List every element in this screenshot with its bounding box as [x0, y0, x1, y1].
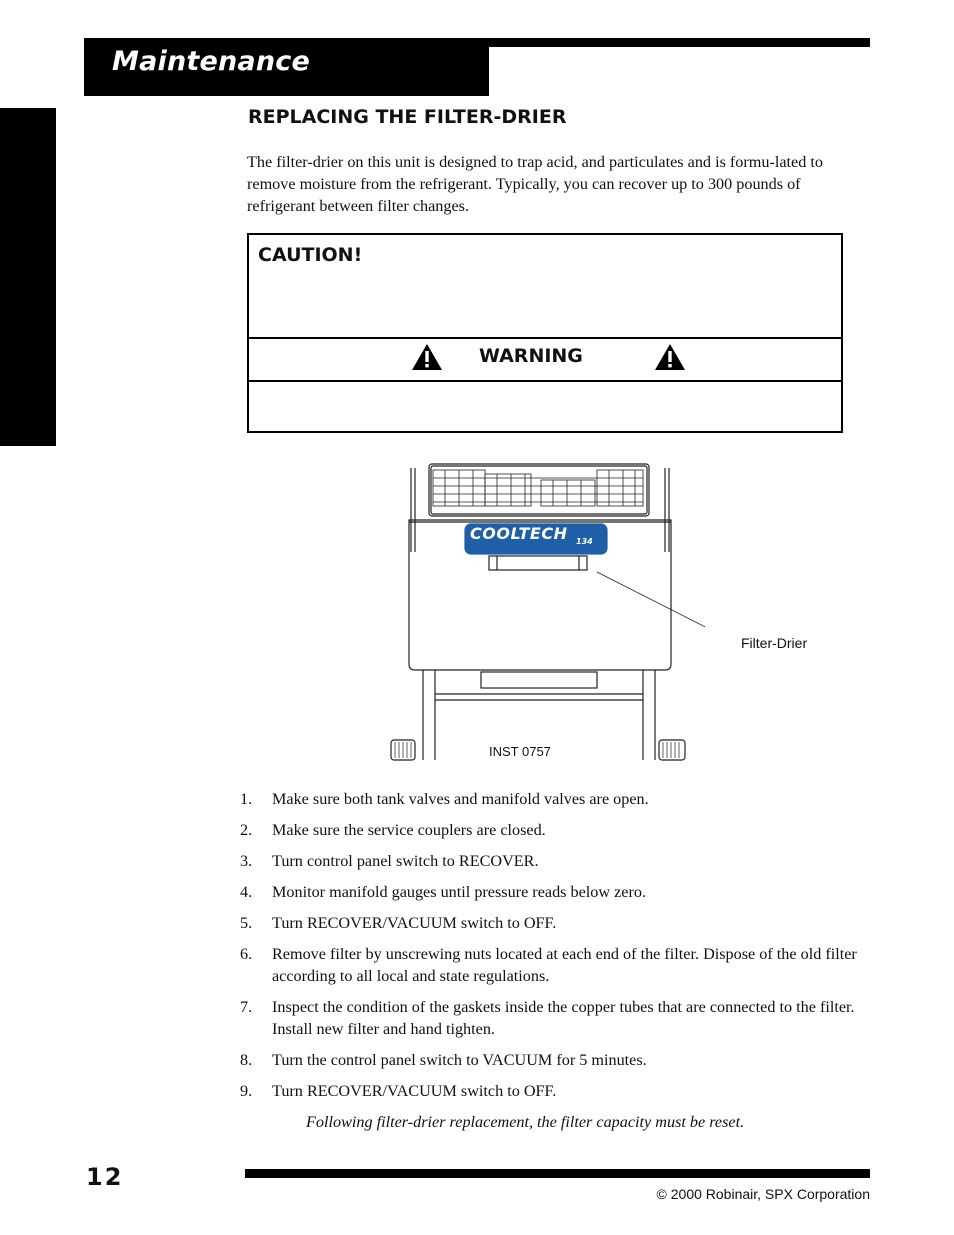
filter-drier-callout: Filter-Drier [741, 635, 808, 651]
list-item [240, 943, 865, 987]
procedure-steps [240, 788, 865, 1111]
list-item [240, 996, 865, 1040]
step-number: 2. [240, 821, 253, 839]
cooltech-logo: COOLTECH [470, 524, 568, 543]
list-item [240, 788, 865, 810]
warning-divider [249, 380, 841, 382]
list-item [240, 1080, 865, 1102]
step-number: 7. [240, 998, 253, 1016]
footer-rule [245, 1169, 870, 1178]
list-item [240, 1049, 865, 1071]
list-item [240, 850, 865, 872]
unit-illustration [385, 460, 705, 765]
step-text: Monitor manifold gauges until pressure reads below zero. [272, 883, 647, 901]
step-number: 3. [240, 852, 253, 870]
warning-label: WARNING [479, 345, 583, 367]
section-title: Maintenance [112, 46, 310, 77]
step-text: Make sure the service couplers are closed. [272, 821, 546, 839]
reset-note: Following filter-drier replacement, the filter capacity must be reset. [306, 1113, 745, 1131]
figure-id: INST 0757 [489, 744, 551, 759]
step-text: Remove filter by unscrewing nuts located at each end of the filter. Dispose of the old filter according to all local and state regulations. [272, 945, 857, 985]
step-text: Turn the control panel switch to VACUUM for 5 minutes. [272, 1051, 647, 1069]
list-item [240, 819, 865, 841]
step-number: 5. [240, 914, 253, 932]
side-tab-marker [0, 108, 56, 446]
step-number: 4. [240, 883, 253, 901]
step-text: Turn RECOVER/VACUUM switch to OFF. [272, 914, 557, 932]
warning-triangle-icon [654, 343, 686, 371]
caution-warning-box [247, 233, 843, 433]
intro-paragraph: The filter-drier on this unit is designed to trap acid, and particulates and is formu-lated to remove moisture from the refrigerant. Typically, you can recover up to 300 pounds of refrigerant between filter changes. [247, 153, 823, 215]
step-text: Turn RECOVER/VACUUM switch to OFF. [272, 1082, 557, 1100]
copyright: © 2000 Robinair, SPX Corporation [656, 1186, 870, 1202]
caution-divider [249, 337, 841, 339]
warning-triangle-icon [411, 343, 443, 371]
step-text: Turn control panel switch to RECOVER. [272, 852, 539, 870]
cooltech-logo-model: 134 [576, 537, 593, 546]
step-text: Make sure both tank valves and manifold valves are open. [272, 790, 649, 808]
step-text: Inspect the condition of the gaskets inside the copper tubes that are connected to the filter. Install new filter and hand tighten. [272, 998, 855, 1038]
page-number: 12 [86, 1163, 124, 1191]
caution-label: CAUTION! [258, 244, 363, 266]
list-item [240, 881, 865, 903]
step-number: 1. [240, 790, 253, 808]
list-item [240, 912, 865, 934]
step-number: 6. [240, 945, 253, 963]
page-heading: REPLACING THE FILTER-DRIER [248, 106, 567, 128]
step-number: 8. [240, 1051, 253, 1069]
step-number: 9. [240, 1082, 253, 1100]
